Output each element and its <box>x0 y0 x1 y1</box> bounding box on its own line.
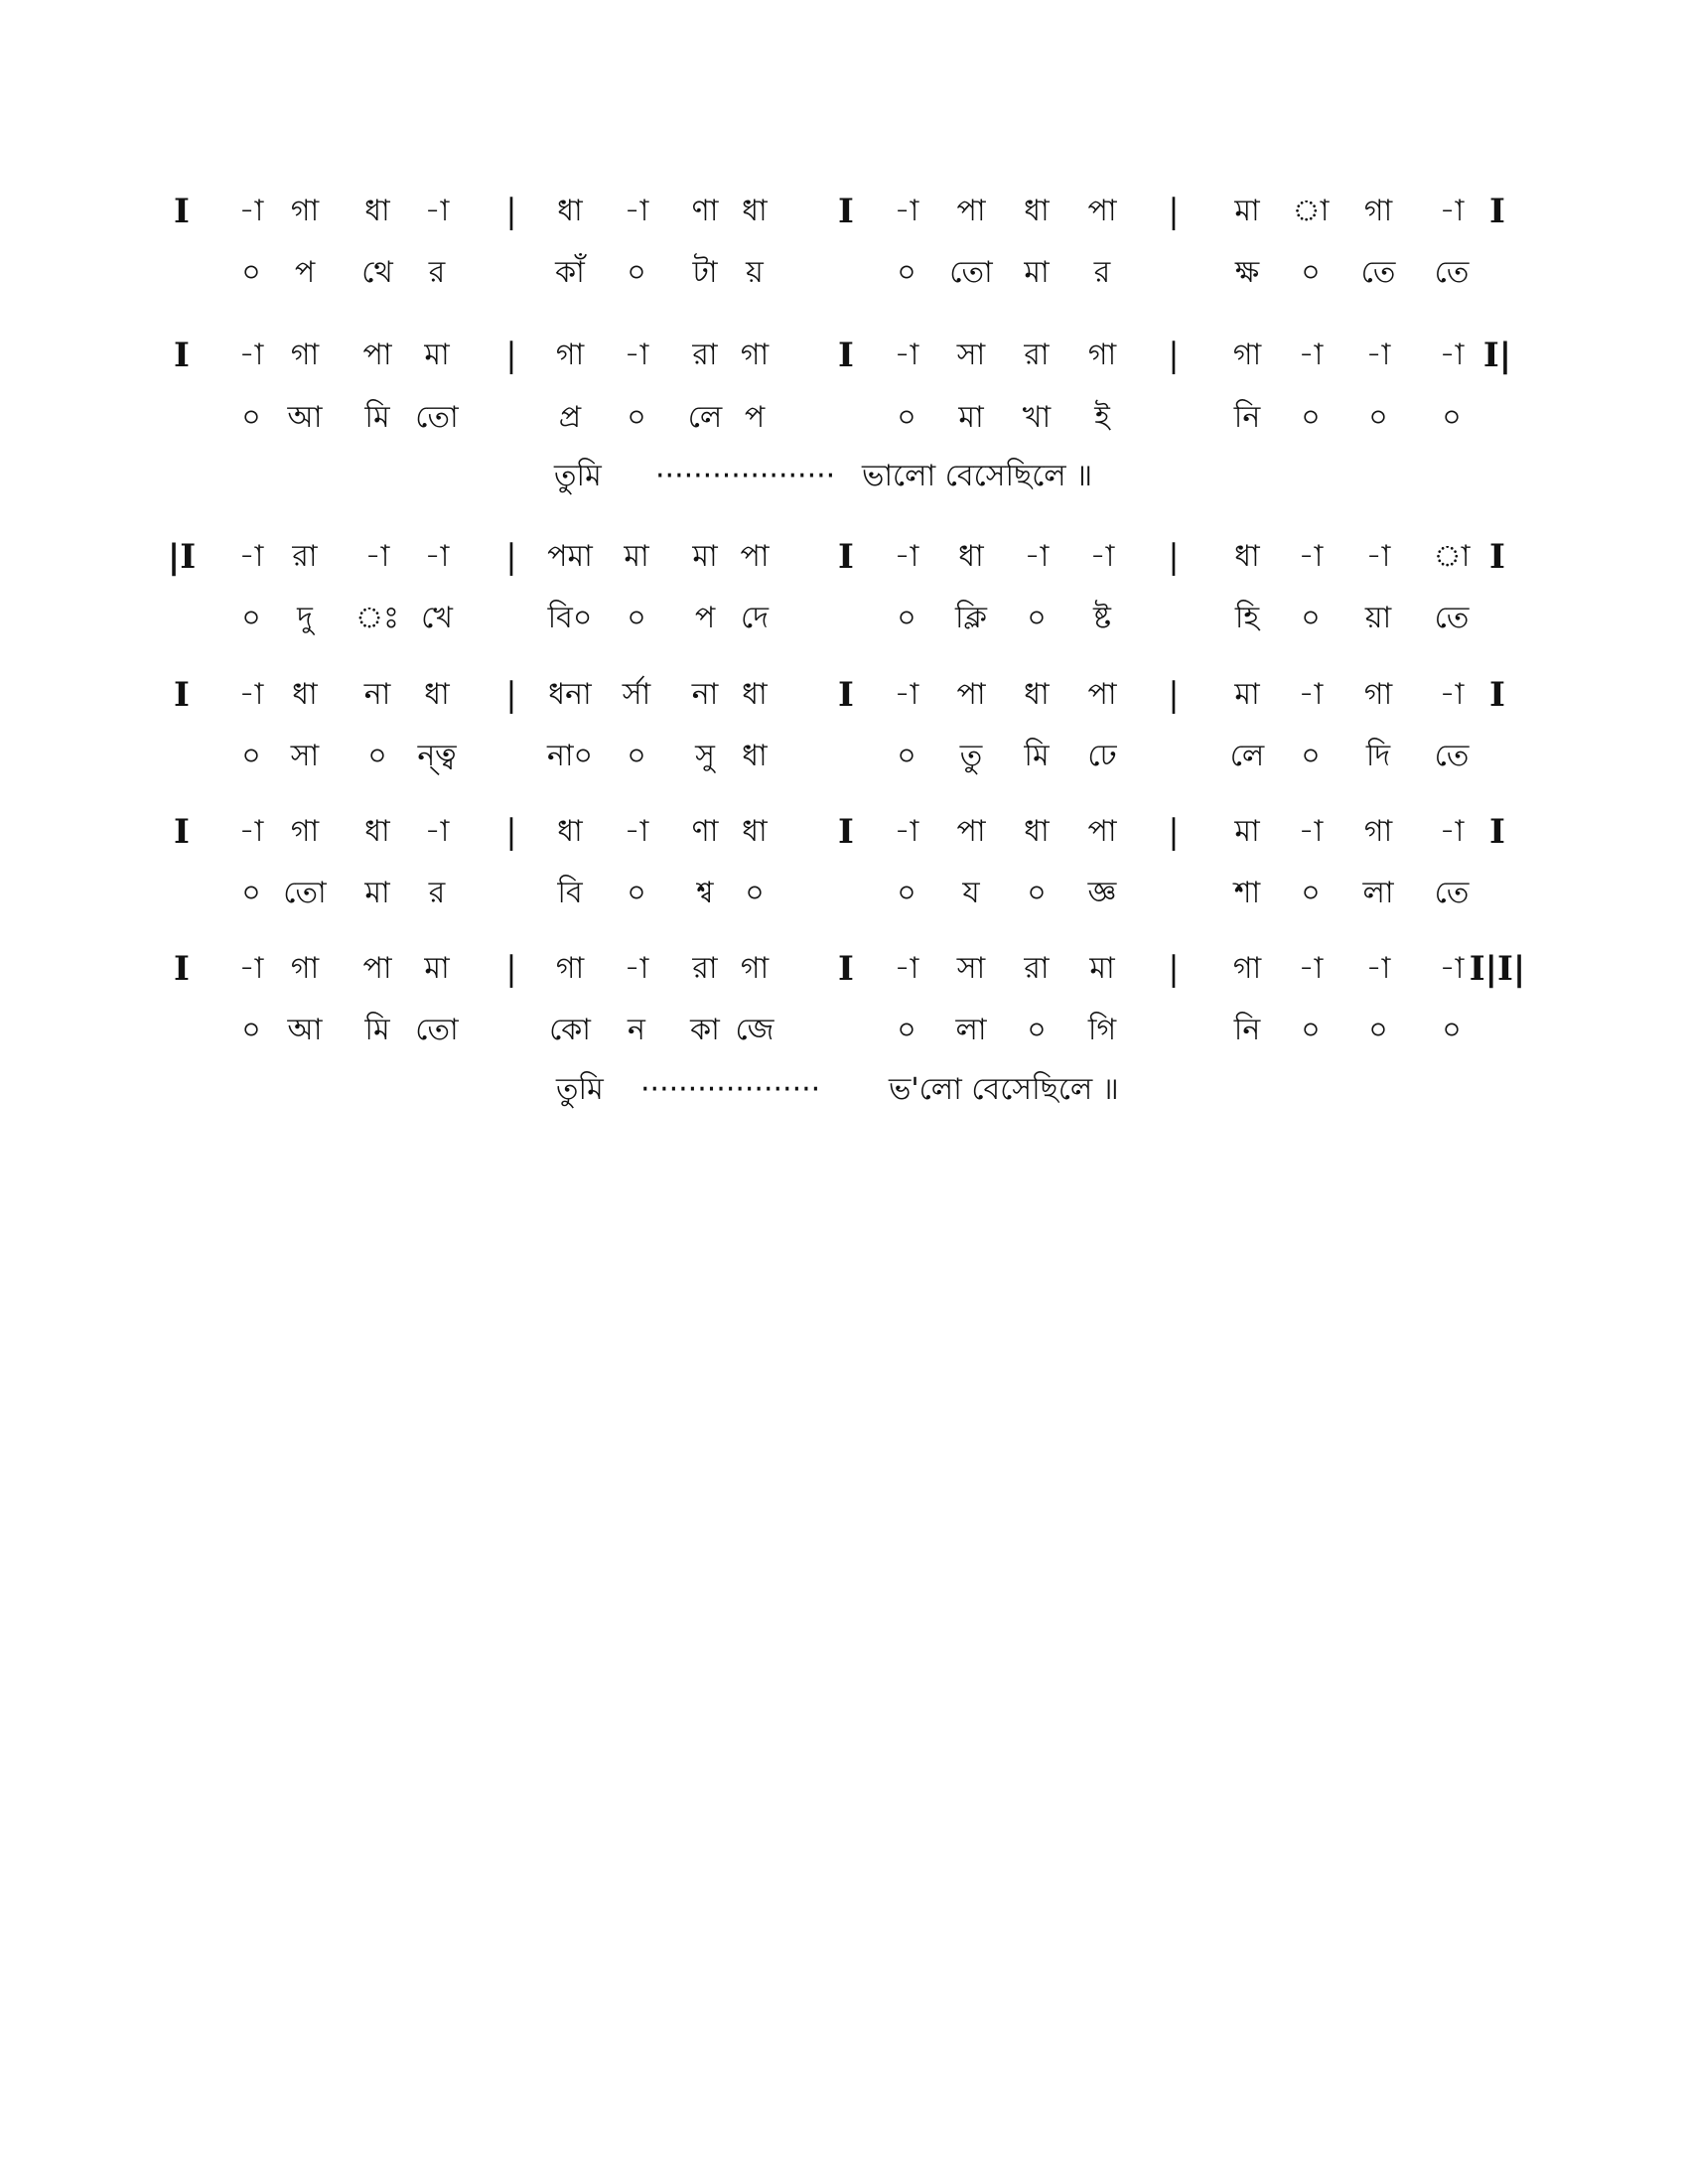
lyric-row <box>0 735 1688 778</box>
note-cell: গা <box>1232 951 1262 986</box>
note-cell: না <box>691 677 719 712</box>
lyric-cell: র <box>428 876 446 910</box>
note-cell: -া <box>1298 338 1324 372</box>
note-cell: ধা <box>742 194 768 228</box>
lyric-cell: ০ <box>627 739 646 773</box>
lyric-cell: ০ <box>627 400 646 435</box>
notation-row <box>0 535 1688 579</box>
note-cell: গা <box>1363 194 1393 228</box>
note-cell: -া <box>238 677 264 712</box>
barline: |I <box>167 537 197 577</box>
note-cell: মা <box>1089 951 1115 986</box>
lyric-cell: থে <box>361 255 393 290</box>
lyric-cell: তে <box>1360 255 1396 290</box>
note-cell: পা <box>362 338 392 372</box>
note-cell: গা <box>740 951 770 986</box>
barline: I <box>838 949 854 989</box>
note-cell: -া <box>424 539 450 574</box>
lyric-cell: ধা <box>742 739 768 773</box>
note-cell: গা <box>290 951 320 986</box>
lyric-cell: বি <box>557 876 583 910</box>
lyric-row <box>0 597 1688 640</box>
lyric-cell: ০ <box>897 1013 916 1047</box>
note-cell: -া <box>238 338 264 372</box>
lyric-cell: ০ <box>1027 876 1047 910</box>
refrain-row <box>0 1068 1688 1112</box>
lyric-cell: ০ <box>897 601 916 635</box>
lyric-cell: ঃ <box>354 601 400 635</box>
barline: I <box>838 812 854 852</box>
note-cell: মা <box>1234 814 1260 849</box>
lyric-cell: কাঁ <box>555 255 585 290</box>
lyric-cell: দে <box>741 601 769 635</box>
note-cell: মা <box>1234 677 1260 712</box>
note-cell: -া <box>1298 951 1324 986</box>
lyric-cell: য়া <box>1364 601 1392 635</box>
barline: | <box>505 192 517 231</box>
note-cell: া <box>1292 194 1330 228</box>
note-cell: গা <box>290 338 320 372</box>
lyric-cell: ষ্ট <box>1093 601 1111 635</box>
refrain-row <box>0 455 1688 498</box>
note-cell: -া <box>1439 338 1465 372</box>
lyric-cell: ০ <box>241 255 261 290</box>
lyric-cell: ০ <box>1301 1013 1321 1047</box>
lyric-cell: জে <box>735 1013 774 1047</box>
barline: I <box>174 949 190 989</box>
lyric-cell: র <box>428 255 446 290</box>
note-cell: ধা <box>1024 677 1050 712</box>
note-cell: সা <box>956 951 986 986</box>
lyric-cell: বি০ <box>547 601 593 635</box>
lyric-cell: ০ <box>627 876 646 910</box>
barline: I <box>1489 675 1505 715</box>
barline: I| <box>1482 336 1512 375</box>
note-cell: -া <box>894 338 919 372</box>
lyric-cell: ঢে <box>1087 739 1117 773</box>
lyric-cell: মা <box>958 400 984 435</box>
note-cell: র্সা <box>622 677 651 712</box>
barline: | <box>1168 537 1180 577</box>
lyric-cell: ০ <box>1027 1013 1047 1047</box>
note-cell: গা <box>1363 677 1393 712</box>
note-cell: রা <box>292 539 318 574</box>
lyric-cell: ০ <box>241 601 261 635</box>
barline: I <box>174 675 190 715</box>
lyric-cell: শা <box>1233 876 1261 910</box>
note-cell: সা <box>956 338 986 372</box>
lyric-cell: প্র <box>558 400 582 435</box>
lyric-cell: ০ <box>1368 400 1388 435</box>
lyric-cell: য় <box>746 255 764 290</box>
lyric-row <box>0 872 1688 915</box>
lyric-cell: ন্ত্ব <box>417 739 457 773</box>
lyric-cell: ০ <box>241 1013 261 1047</box>
note-cell: -া <box>894 539 919 574</box>
lyric-cell: লা <box>955 1013 987 1047</box>
note-cell: পা <box>362 951 392 986</box>
barline: | <box>505 537 517 577</box>
note-cell: -া <box>1298 539 1324 574</box>
refrain-end: ভালো বেসেছিলে ॥ <box>862 459 1093 493</box>
lyric-cell: ০ <box>1368 1013 1388 1047</box>
note-cell: -া <box>1298 814 1324 849</box>
lyric-cell: গি <box>1087 1013 1117 1047</box>
note-cell: া <box>1433 539 1471 574</box>
lyric-cell: জ্ঞ <box>1087 876 1117 910</box>
barline: I <box>1489 192 1505 231</box>
note-cell: পা <box>956 677 986 712</box>
note-cell: ধা <box>1024 194 1050 228</box>
barline: I <box>838 675 854 715</box>
lyric-cell: ০ <box>1027 601 1047 635</box>
note-cell: মা <box>1234 194 1260 228</box>
note-cell: -া <box>1089 539 1115 574</box>
notation-row <box>0 947 1688 991</box>
lyric-cell: মি <box>364 1013 390 1047</box>
lyric-cell: ০ <box>241 876 261 910</box>
note-cell: রা <box>692 338 718 372</box>
lyric-cell: লা <box>1362 876 1394 910</box>
lyric-cell: প <box>694 601 716 635</box>
note-cell: পা <box>740 539 770 574</box>
note-cell: ধা <box>557 194 583 228</box>
note-cell: ধা <box>742 814 768 849</box>
lyric-cell: তে <box>1434 739 1470 773</box>
lyric-cell: ০ <box>1301 400 1321 435</box>
note-cell: গা <box>555 951 585 986</box>
note-cell: ধা <box>557 814 583 849</box>
barline: | <box>1168 812 1180 852</box>
note-cell: রা <box>1024 338 1050 372</box>
note-cell: -া <box>1439 814 1465 849</box>
lyric-cell: ০ <box>367 739 387 773</box>
lyric-cell: ক্ষ <box>1234 255 1260 290</box>
note-cell: ধা <box>742 677 768 712</box>
note-cell: গা <box>290 814 320 849</box>
note-cell: -া <box>238 814 264 849</box>
lyric-cell: কা <box>690 1013 720 1047</box>
barline: I <box>1489 812 1505 852</box>
barline: I <box>838 537 854 577</box>
note-cell: -া <box>1439 951 1465 986</box>
lyric-cell: প <box>744 400 766 435</box>
refrain-dots: ··················· <box>640 1072 821 1107</box>
note-cell: পা <box>1087 677 1117 712</box>
lyric-cell: ০ <box>627 255 646 290</box>
note-cell: মা <box>624 539 649 574</box>
lyric-cell: তো <box>415 1013 459 1047</box>
lyric-row <box>0 1009 1688 1052</box>
lyric-cell: হি <box>1234 601 1260 635</box>
barline: I <box>174 192 190 231</box>
barline: | <box>1168 336 1180 375</box>
note-cell: -া <box>1365 951 1391 986</box>
lyric-cell: না০ <box>546 739 594 773</box>
lyric-cell: ০ <box>1301 601 1321 635</box>
lyric-cell: ক্লি <box>954 601 988 635</box>
lyric-cell: ন <box>628 1013 645 1047</box>
lyric-cell: মি <box>364 400 390 435</box>
lyric-cell: তে <box>1434 255 1470 290</box>
note-cell: ধা <box>1234 539 1260 574</box>
lyric-cell: তো <box>949 255 993 290</box>
lyric-cell: সু <box>695 739 715 773</box>
note-cell: -া <box>894 677 919 712</box>
note-cell: ণা <box>691 194 719 228</box>
note-cell: রা <box>692 951 718 986</box>
lyric-cell: ০ <box>1442 400 1462 435</box>
barline: | <box>505 336 517 375</box>
note-cell: গা <box>1232 338 1262 372</box>
lyric-row <box>0 396 1688 440</box>
note-cell: ণা <box>691 814 719 849</box>
lyric-cell: ই <box>1094 400 1110 435</box>
note-cell: পা <box>956 814 986 849</box>
lyric-cell: তু <box>959 739 983 773</box>
note-cell: -া <box>894 951 919 986</box>
note-cell: -া <box>424 194 450 228</box>
lyric-cell: ০ <box>897 400 916 435</box>
lyric-cell: নি <box>1233 1013 1261 1047</box>
lyric-cell: আ <box>287 400 323 435</box>
notation-row <box>0 810 1688 854</box>
lyric-cell: টা <box>692 255 718 290</box>
barline: | <box>1168 675 1180 715</box>
note-cell: গা <box>1363 814 1393 849</box>
note-cell: পা <box>1087 194 1117 228</box>
barline: | <box>505 949 517 989</box>
lyric-cell: মা <box>1024 255 1050 290</box>
lyric-cell: কো <box>549 1013 591 1047</box>
note-cell: গা <box>290 194 320 228</box>
note-cell: পা <box>956 194 986 228</box>
lyric-cell: শ্ব <box>696 876 714 910</box>
lyric-cell: ০ <box>897 876 916 910</box>
lyric-cell: লে <box>687 400 723 435</box>
note-cell: -া <box>624 951 649 986</box>
barline: | <box>505 812 517 852</box>
note-cell: -া <box>1365 338 1391 372</box>
note-cell: -া <box>238 951 264 986</box>
refrain-start: তুমি <box>554 459 602 493</box>
lyric-cell: ০ <box>1301 255 1321 290</box>
note-cell: -া <box>1365 539 1391 574</box>
lyric-cell: লে <box>1229 739 1265 773</box>
lyric-cell: ০ <box>1301 876 1321 910</box>
lyric-cell: ০ <box>897 739 916 773</box>
note-cell: -া <box>364 539 390 574</box>
lyric-cell: তে <box>1434 601 1470 635</box>
lyric-cell: সা <box>290 739 320 773</box>
note-cell: না <box>363 677 391 712</box>
note-cell: -া <box>238 194 264 228</box>
note-cell: পমা <box>547 539 593 574</box>
note-cell: মা <box>424 951 450 986</box>
notation-row <box>0 334 1688 377</box>
barline: I <box>838 336 854 375</box>
lyric-cell: মি <box>1024 739 1050 773</box>
note-cell: -া <box>894 814 919 849</box>
barline: I <box>174 336 190 375</box>
note-cell: -া <box>624 338 649 372</box>
note-cell: -া <box>624 194 649 228</box>
barline: I|I| <box>1469 949 1526 989</box>
lyric-cell: প <box>294 255 316 290</box>
lyric-cell: তো <box>283 876 327 910</box>
lyric-cell: তে <box>1434 876 1470 910</box>
note-cell: -া <box>624 814 649 849</box>
lyric-cell: দি <box>1365 739 1391 773</box>
barline: I <box>1489 537 1505 577</box>
lyric-cell: য <box>962 876 980 910</box>
barline: | <box>505 675 517 715</box>
note-cell: -া <box>1439 677 1465 712</box>
lyric-cell: মা <box>364 876 390 910</box>
note-cell: -া <box>238 539 264 574</box>
note-cell: ধা <box>364 814 390 849</box>
note-cell: ধা <box>958 539 984 574</box>
note-cell: -া <box>1298 677 1324 712</box>
note-cell: গা <box>555 338 585 372</box>
note-cell: -া <box>894 194 919 228</box>
lyric-cell: ০ <box>241 739 261 773</box>
note-cell: ধনা <box>548 677 592 712</box>
lyric-cell: ০ <box>241 400 261 435</box>
note-cell: ধা <box>292 677 318 712</box>
note-cell: ধা <box>424 677 450 712</box>
note-cell: ধা <box>364 194 390 228</box>
notation-row <box>0 673 1688 717</box>
lyric-cell: র <box>1093 255 1111 290</box>
lyric-cell: নি <box>1233 400 1261 435</box>
lyric-cell: ০ <box>627 601 646 635</box>
barline: I <box>838 192 854 231</box>
note-cell: -া <box>424 814 450 849</box>
note-cell: ধা <box>1024 814 1050 849</box>
note-cell: গা <box>1087 338 1117 372</box>
lyric-cell: ০ <box>1301 739 1321 773</box>
note-cell: রা <box>1024 951 1050 986</box>
note-cell: -া <box>1439 194 1465 228</box>
note-cell: মা <box>424 338 450 372</box>
note-cell: মা <box>692 539 718 574</box>
barline: | <box>1168 949 1180 989</box>
barline: I <box>174 812 190 852</box>
lyric-cell: ০ <box>745 876 765 910</box>
note-cell: -া <box>1024 539 1050 574</box>
refrain-start: তুমি <box>556 1072 604 1107</box>
lyric-row <box>0 251 1688 295</box>
lyric-cell: ০ <box>897 255 916 290</box>
lyric-cell: খা <box>1022 400 1052 435</box>
note-cell: পা <box>1087 814 1117 849</box>
refrain-dots: ··················· <box>655 459 836 493</box>
refrain-end: ভ'লো বেসেছিলে ॥ <box>889 1072 1119 1107</box>
lyric-cell: ০ <box>1442 1013 1462 1047</box>
note-cell: গা <box>740 338 770 372</box>
notation-row <box>0 190 1688 233</box>
lyric-cell: তো <box>415 400 459 435</box>
lyric-cell: খে <box>421 601 453 635</box>
barline: | <box>1168 192 1180 231</box>
lyric-cell: দু <box>297 601 313 635</box>
lyric-cell: আ <box>287 1013 323 1047</box>
